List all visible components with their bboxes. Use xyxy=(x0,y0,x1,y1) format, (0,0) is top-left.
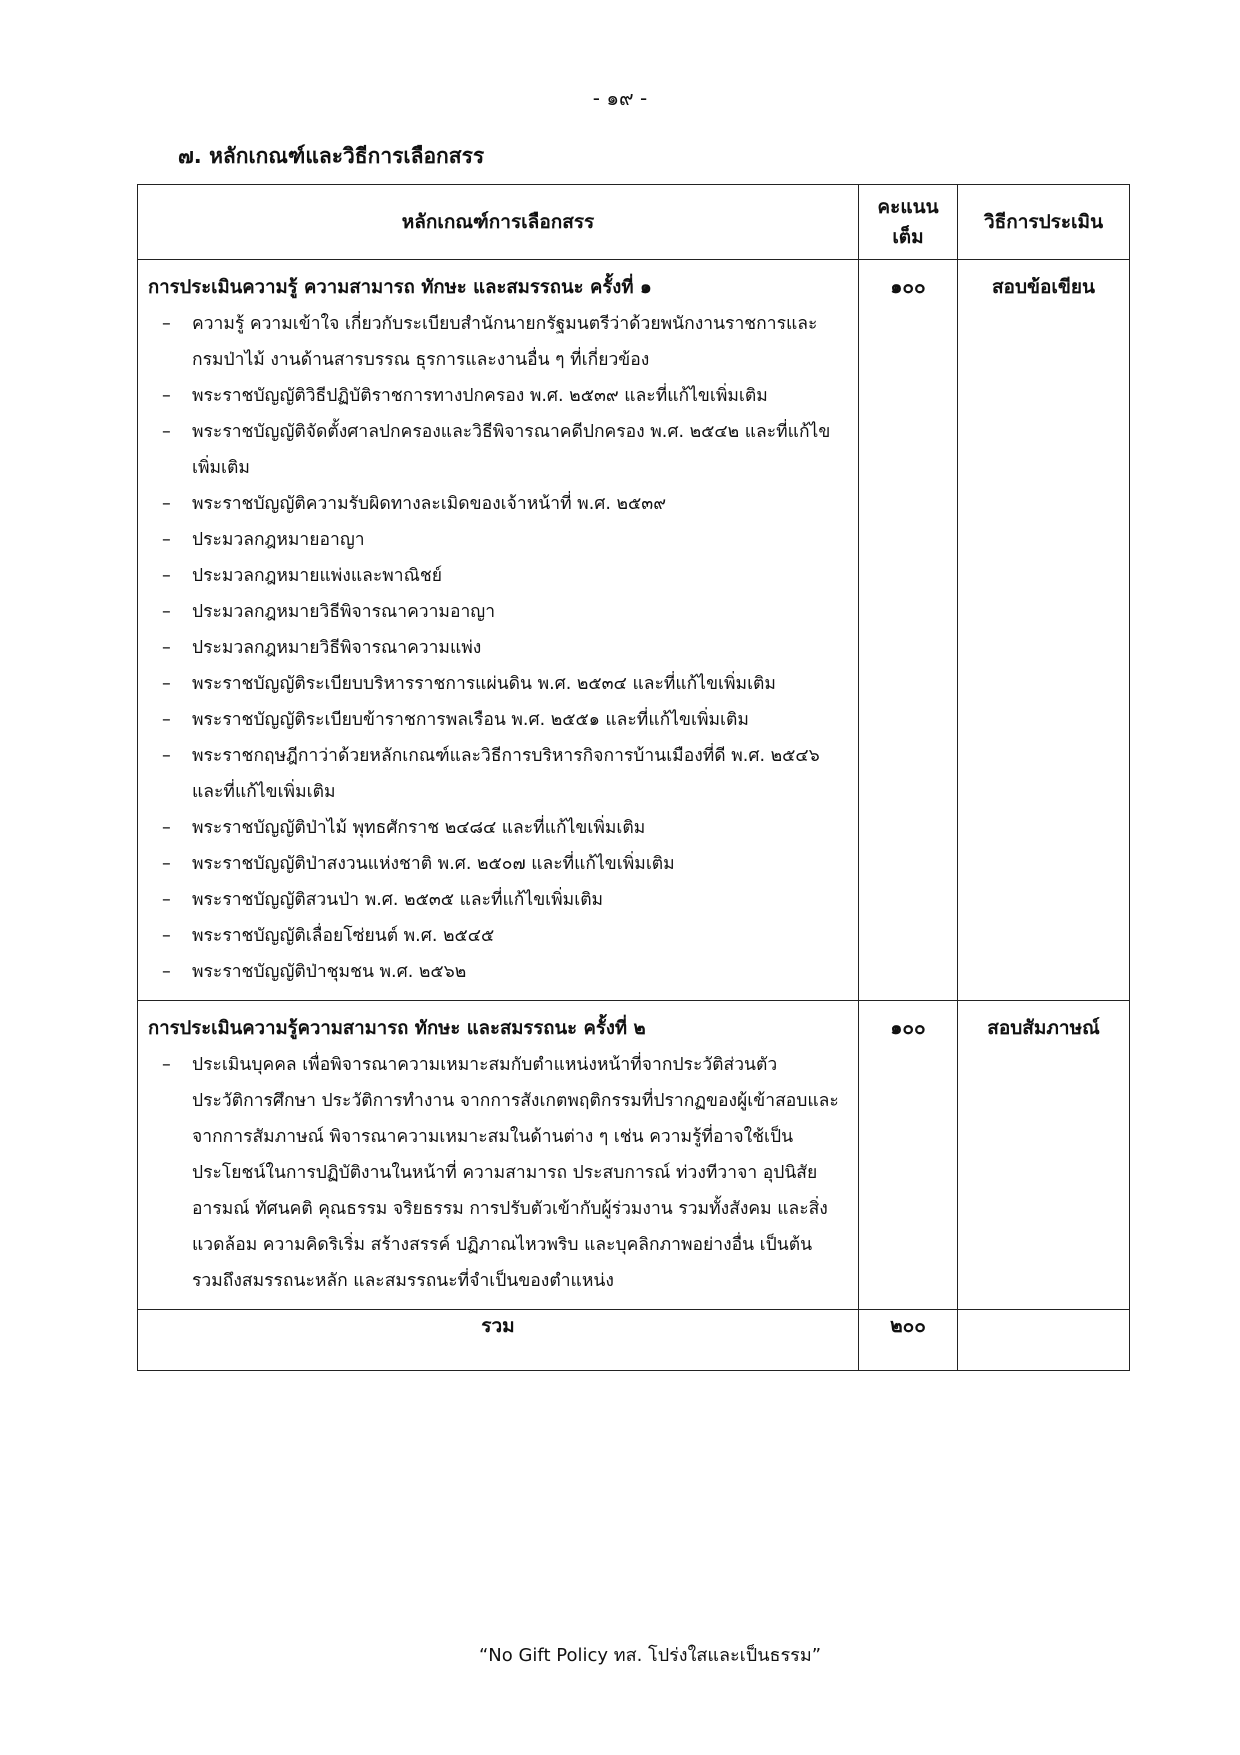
round-1-topic-list xyxy=(148,306,846,990)
list-item: – พระราชบัญญัติระเบียบข้าราชการพลเรือน พ.ศ. ๒๕๕๑ และที่แก้ไขเพิ่มเติม xyxy=(148,702,846,738)
total-label: รวม xyxy=(138,1310,859,1371)
list-item: – ประมวลกฎหมายวิธีพิจารณาความอาญา xyxy=(148,594,846,630)
round-2-score: ๑๐๐ xyxy=(859,1001,958,1310)
page-number: - ๑๙ - xyxy=(592,86,648,110)
total-score: ๒๐๐ xyxy=(859,1310,958,1371)
round-2-title: การประเมินความรู้ความสามารถ ทักษะ และสมรรถนะ ครั้งที่ ๒ xyxy=(148,1018,646,1039)
round-1-criteria xyxy=(138,260,859,1001)
list-item: – ความรู้ ความเข้าใจ เกี่ยวกับระเบียบสำนักนายกรัฐมนตรีว่าด้วยพนักงานราชการและกรมป่าไม้ งานด้านสารบรรณ ธุรการและงานอื่น ๆ ที่เกี่ยวข้อง xyxy=(148,306,846,378)
list-item: – พระราชบัญญัติวิธีปฏิบัติราชการทางปกครอง พ.ศ. ๒๕๓๙ และที่แก้ไขเพิ่มเติม xyxy=(148,378,846,414)
list-item: – พระราชบัญญัติป่าไม้ พุทธศักราช ๒๔๘๔ และที่แก้ไขเพิ่มเติม xyxy=(148,810,846,846)
round-2-row xyxy=(138,1001,1130,1310)
total-method xyxy=(958,1310,1130,1371)
list-item: – พระราชบัญญัติความรับผิดทางละเมิดของเจ้าหน้าที่ พ.ศ. ๒๕๓๙ xyxy=(148,486,846,522)
total-row xyxy=(138,1310,1130,1371)
header-method: วิธีการประเมิน xyxy=(958,185,1130,260)
list-item: – พระราชบัญญัติเลื่อยโซ่ยนต์ พ.ศ. ๒๕๔๕ xyxy=(148,918,846,954)
list-item: – ประเมินบุคคล เพื่อพิจารณาความเหมาะสมกับตำแหน่งหน้าที่จากประวัติส่วนตัวประวัติการศึกษา ประวัติการทำงาน จากการสังเกตพฤติกรรมที่ปรากฏของผู้เข้าสอบและจากการสัมภาษณ์ พิจารณาความเหมาะสมในด้านต่าง ๆ เช่น ความรู้ที่อาจใช้เป็นประโยชน์ในการปฏิบัติงานในหน้าที่ ความสามารถ ประสบการณ์ ท่วงทีวาจา อุปนิสัย อารมณ์ ทัศนคติ คุณธรรม จริยธรรม การปรับตัวเข้ากับผู้ร่วมงาน รวมทั้งสังคม และสิ่งแวดล้อม ความคิดริเริ่ม สร้างสรรค์ ปฏิภาณไหวพริบ และบุคลิกภาพอย่างอื่น เป็นต้น รวมถึงสมรรถนะหลัก และสมรรถนะที่จำเป็นของตำแหน่ง xyxy=(148,1047,846,1299)
header-score: คะแนนเต็ม xyxy=(859,185,958,260)
round-1-method: สอบข้อเขียน xyxy=(958,260,1130,1001)
round-2-criteria xyxy=(138,1001,859,1310)
list-item: – ประมวลกฎหมายอาญา xyxy=(148,522,846,558)
list-item: – พระราชกฤษฎีกาว่าด้วยหลักเกณฑ์และวิธีการบริหารกิจการบ้านเมืองที่ดี พ.ศ. ๒๕๔๖ และที่แก้ไขเพิ่มเติม xyxy=(148,738,846,810)
footer-slogan: “No Gift Policy ทส. โปร่งใสและเป็นธรรม” xyxy=(478,1645,822,1666)
list-item: – พระราชบัญญัติจัดตั้งศาลปกครองและวิธีพิจารณาคดีปกครอง พ.ศ. ๒๕๔๒ และที่แก้ไขเพิ่มเติม xyxy=(148,414,846,486)
round-2-topic-list xyxy=(148,1047,846,1299)
section-heading: ๗. หลักเกณฑ์และวิธีการเลือกสรร xyxy=(178,144,485,168)
table-header-row xyxy=(138,185,1130,260)
list-item: – พระราชบัญญัติป่าสงวนแห่งชาติ พ.ศ. ๒๕๐๗ และที่แก้ไขเพิ่มเติม xyxy=(148,846,846,882)
header-criteria: หลักเกณฑ์การเลือกสรร xyxy=(138,185,859,260)
selection-criteria-table xyxy=(137,184,1130,1371)
round-1-row xyxy=(138,260,1130,1001)
round-2-method: สอบสัมภาษณ์ xyxy=(958,1001,1130,1310)
round-1-title: การประเมินความรู้ ความสามารถ ทักษะ และสมรรถนะ ครั้งที่ ๑ xyxy=(148,277,652,298)
list-item: – พระราชบัญญัติระเบียบบริหารราชการแผ่นดิน พ.ศ. ๒๕๓๔ และที่แก้ไขเพิ่มเติม xyxy=(148,666,846,702)
list-item: – ประมวลกฎหมายแพ่งและพาณิชย์ xyxy=(148,558,846,594)
list-item: – ประมวลกฎหมายวิธีพิจารณาความแพ่ง xyxy=(148,630,846,666)
round-1-score: ๑๐๐ xyxy=(859,260,958,1001)
list-item: – พระราชบัญญัติป่าชุมชน พ.ศ. ๒๕๖๒ xyxy=(148,954,846,990)
list-item: – พระราชบัญญัติสวนป่า พ.ศ. ๒๕๓๕ และที่แก้ไขเพิ่มเติม xyxy=(148,882,846,918)
